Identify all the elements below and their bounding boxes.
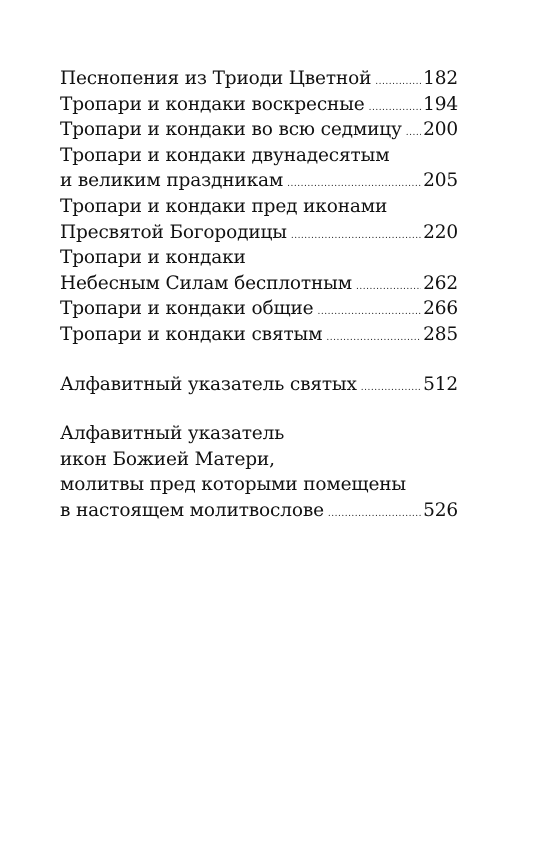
dot-leader [369, 104, 422, 113]
toc-entry-line [60, 245, 458, 271]
toc-entry-line [60, 66, 458, 92]
toc-entry-line [60, 447, 458, 473]
toc-entry[interactable] [60, 372, 458, 398]
toc-section [60, 66, 458, 348]
toc-entry-title: в настоящем молитвослове [60, 499, 324, 521]
toc-page-number: 200 [423, 119, 458, 141]
dot-leader [326, 334, 421, 343]
toc-entry[interactable] [60, 117, 458, 143]
toc-entry-line [60, 143, 458, 169]
dot-leader [361, 384, 421, 393]
toc-entry-title: икон Божией Матери, [60, 448, 275, 470]
toc-entry-title: Алфавитный указатель святых [60, 373, 357, 395]
dot-leader [287, 180, 421, 189]
dot-leader [375, 78, 421, 87]
table-of-contents [60, 66, 458, 524]
toc-entry-title: Тропари и кондаки двунадесятым [60, 144, 390, 166]
toc-entry-title: Небесным Силам бесплотным [60, 272, 352, 294]
dot-leader [406, 129, 421, 138]
toc-page-number: 285 [423, 323, 458, 345]
dot-leader [317, 308, 421, 317]
toc-entry-line [60, 92, 458, 118]
toc-entry-title: Пресвятой Богородицы [60, 221, 287, 243]
toc-page-number: 182 [423, 68, 458, 89]
toc-page-number: 194 [423, 93, 458, 115]
toc-entry-line [60, 421, 458, 447]
toc-entry-title: Тропари и кондаки пред иконами [60, 195, 388, 217]
toc-entry-title: и великим праздникам [60, 170, 284, 192]
toc-entry-line [60, 220, 458, 246]
toc-entry-line [60, 271, 458, 297]
toc-entry-title: Алфавитный указатель [60, 423, 285, 445]
toc-entry[interactable] [60, 322, 458, 348]
toc-entry[interactable] [60, 143, 458, 194]
toc-section [60, 421, 458, 523]
toc-entry-line [60, 194, 458, 220]
toc-entry[interactable] [60, 245, 458, 296]
toc-entry-title: Тропари и кондаки общие [60, 298, 314, 320]
toc-entry-line [60, 322, 458, 348]
toc-entry[interactable] [60, 92, 458, 118]
toc-page-number: 205 [423, 170, 458, 192]
toc-entry[interactable] [60, 194, 458, 245]
toc-entry-title: Тропари и кондаки святым [60, 323, 323, 345]
toc-entry-line [60, 117, 458, 143]
toc-entry[interactable] [60, 421, 458, 523]
toc-entry-title: молитвы пред которыми помещены [60, 474, 407, 496]
toc-page-number: 220 [423, 221, 458, 243]
dot-leader [291, 232, 421, 241]
toc-entry-line [60, 472, 458, 498]
toc-section [60, 372, 458, 398]
toc-entry-line [60, 168, 458, 194]
toc-entry-line [60, 372, 458, 398]
toc-entry[interactable] [60, 296, 458, 322]
dot-leader [328, 510, 421, 519]
toc-entry-line [60, 498, 458, 524]
toc-entry-title: Тропари и кондаки во всю седмицу [60, 119, 402, 141]
toc-page-number: 266 [423, 298, 458, 320]
toc-entry-title: Тропари и кондаки [60, 247, 246, 269]
toc-page-number: 262 [423, 272, 458, 294]
toc-page-number: 512 [423, 373, 458, 395]
toc-entry-title: Песнопения из Триоди Цветной [60, 68, 372, 89]
toc-page-number: 526 [423, 499, 458, 521]
toc-entry-line [60, 296, 458, 322]
dot-leader [356, 283, 421, 292]
toc-entry[interactable] [60, 66, 458, 92]
toc-entry-title: Тропари и кондаки воскресные [60, 93, 365, 115]
